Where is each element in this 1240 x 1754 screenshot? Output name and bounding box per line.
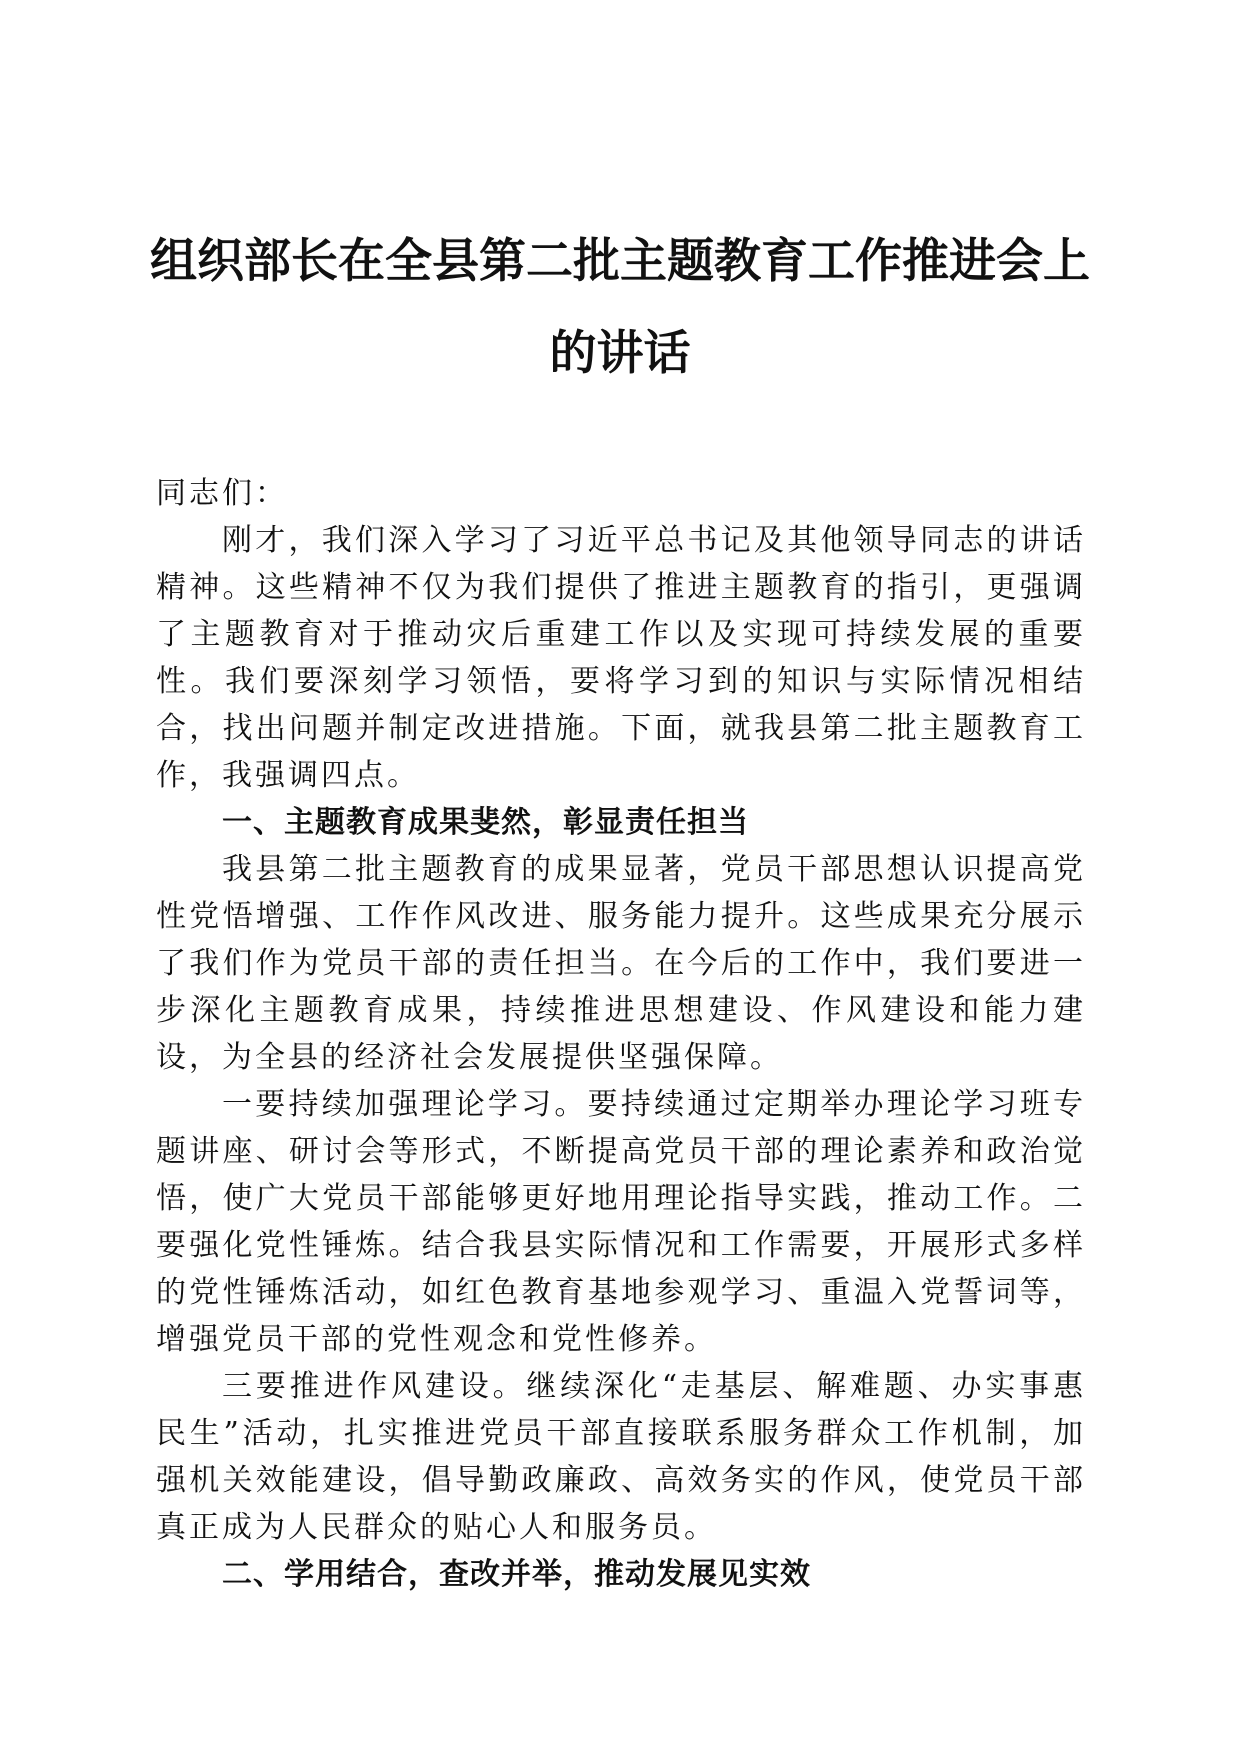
section-heading-2: 二、学用结合，查改并举，推动发展见实效 [222,1557,811,1592]
paragraph-achievements: 我县第二批主题教育的成果显著，党员干部思想认识提高党性党悟增强、工作作风改进、服务能力提升。这些成果充分展示了我们作为党员干部的责任担当。在今后的工作中，我们要进一步深化主题教育成果，持续推进思想建设、作风建设和能力建设，为全县的经济社会发展提供坚强保障。 [156,852,1086,1075]
document-title-line-2: 的讲话 [549,326,691,381]
paragraph-intro: 刚才，我们深入学习了习近平总书记及其他领导同志的讲话精神。这些精神不仅为我们提供了推进主题教育的指引，更强调了主题教育对于推动灾后重建工作以及实现可持续发展的重要性。我们要深刻学习领悟，要将学习到的知识与实际情况相结合，找出问题并制定改进措施。下面，就我县第二批主题教育工作，我强调四点。 [156,523,1086,793]
paragraph-work-style: 三要推进作风建设。继续深化“走基层、解难题、办实事惠民生”活动，扎实推进党员干部直接联系服务群众工作机制，加强机关效能建设，倡导勤政廉政、高效务实的作风，使党员干部真正成为人民群众的贴心人和服务员。 [156,1369,1086,1545]
document-body [156,470,1086,1598]
section-heading-1: 一、主题教育成果斐然，彰显责任担当 [222,805,749,840]
salutation: 同志们： [156,476,288,511]
paragraph-theory-study: 一要持续加强理论学习。要持续通过定期举办理论学习班专题讲座、研讨会等形式，不断提高党员干部的理论素养和政治觉悟，使广大党员干部能够更好地用理论指导实践，推动工作。二要强化党性锤炼。结合我县实际情况和工作需要，开展形式多样的党性锤炼活动，如红色教育基地参观学习、重温入党誓词等，增强党员干部的党性观念和党性修养。 [156,1087,1086,1357]
document-title-line-1: 组织部长在全县第二批主题教育工作推进会上 [150,234,1090,289]
